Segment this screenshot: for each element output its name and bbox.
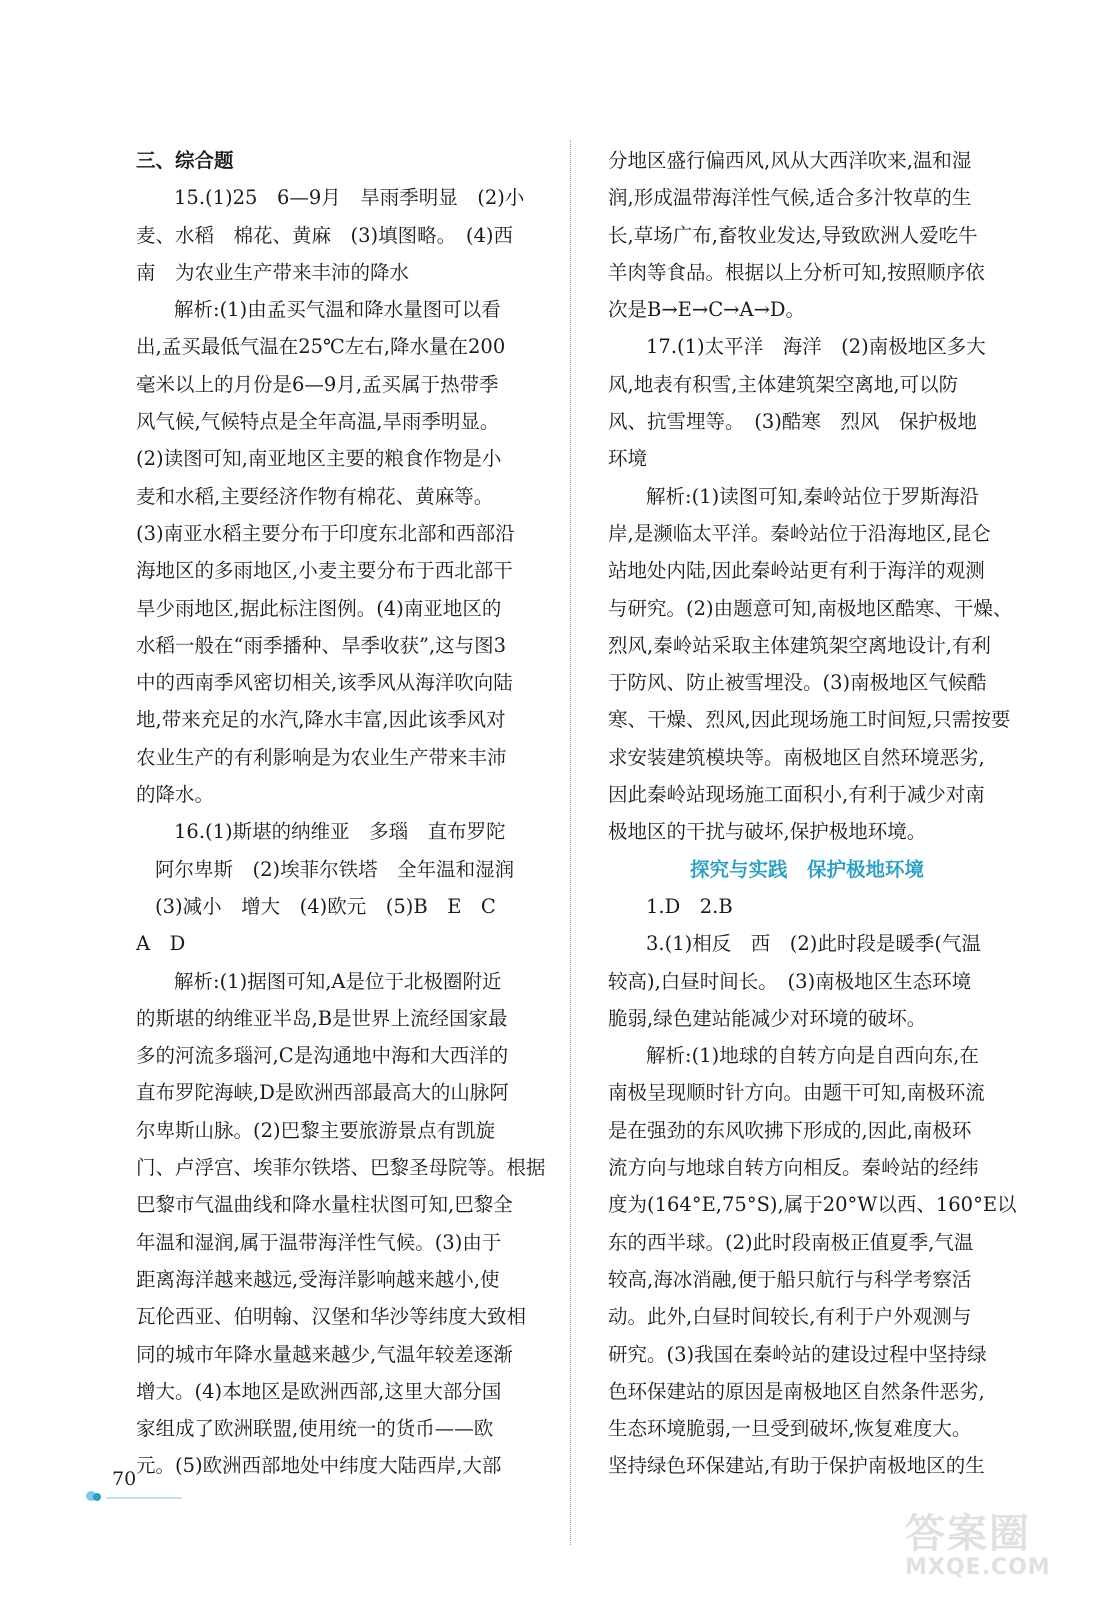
text-line: 麦、水稻 棉花、黄麻 (3)填图略。 (4)西 bbox=[136, 223, 513, 247]
text-line: 的降水。 bbox=[136, 783, 215, 807]
text-line: 麦和水稻,主要经济作物有棉花、黄麻等。 bbox=[136, 484, 494, 508]
footer-decoration bbox=[86, 1491, 182, 1503]
text-line: 巴黎市气温曲线和降水量柱状图可知,巴黎全 bbox=[136, 1193, 513, 1217]
text-line: 与研究。(2)由题意可知,南极地区酷寒、干燥、 bbox=[608, 596, 1013, 620]
text-line: 同的城市年降水量越来越少,气温年较差逐渐 bbox=[136, 1342, 513, 1366]
text-line: 门、卢浮宫、埃菲尔铁塔、巴黎圣母院等。根据 bbox=[136, 1156, 546, 1180]
text-line: (2)读图可知,南亚地区主要的粮食作物是小 bbox=[136, 447, 502, 471]
text-line: 多的河流多瑙河,C是沟通地中海和大西洋的 bbox=[136, 1044, 509, 1068]
watermark-url: MXQE.COM bbox=[905, 1555, 1051, 1580]
text-line: 旱少雨地区,据此标注图例。(4)南亚地区的 bbox=[136, 596, 502, 620]
text-line: 流方向与地球自转方向相反。秦岭站的经纬 bbox=[608, 1156, 979, 1180]
text-line: 东的西半球。(2)此时段南极正值夏季,气温 bbox=[608, 1230, 974, 1254]
text-line: 动。此外,白昼时间较长,有利于户外观测与 bbox=[608, 1305, 972, 1329]
text-line: 尔卑斯山脉。(2)巴黎主要旅游景点有凯旋 bbox=[136, 1118, 496, 1142]
text-line: (3)南亚水稻主要分布于印度东北部和西部沿 bbox=[136, 521, 515, 545]
text-line: A D bbox=[136, 932, 186, 956]
text-line: 瓦伦西亚、伯明翰、汉堡和华沙等纬度大致相 bbox=[136, 1305, 527, 1329]
text-line: 地,带来充足的水汽,降水丰富,因此该季风对 bbox=[136, 708, 506, 732]
text-line: 寒、干燥、烈风,因此现场施工时间短,只需按要 bbox=[608, 708, 1011, 732]
text-line: 16.(1)斯堪的纳维亚 多瑙 直布罗陀 bbox=[174, 820, 506, 844]
text-line: 水稻一般在“雨季播种、旱季收获”,这与图3 bbox=[136, 633, 507, 657]
text-line: 1.D 2.B bbox=[646, 894, 733, 918]
text-line: 羊肉等食品。根据以上分析可知,按照顺序依 bbox=[608, 260, 985, 284]
text-line: 解析:(1)地球的自转方向是自西向东,在 bbox=[646, 1044, 979, 1068]
text-line: 南 为农业生产带来丰沛的降水 bbox=[136, 260, 410, 284]
section-heading: 三、综合题 bbox=[136, 149, 234, 172]
text-line: 15.(1)25 6—9月 旱雨季明显 (2)小 bbox=[174, 186, 525, 210]
text-line: 求安装建筑模块等。南极地区自然环境恶劣, bbox=[608, 745, 985, 769]
left-column bbox=[136, 142, 546, 1485]
text-line: 年温和湿润,属于温带海洋性气候。(3)由于 bbox=[136, 1230, 502, 1254]
text-line: 度为(164°E,75°S),属于20°W以西、160°E以 bbox=[608, 1193, 1017, 1217]
text-line: 阿尔卑斯 (2)埃菲尔铁塔 全年温和湿润 bbox=[155, 857, 515, 881]
text-line: 解析:(1)据图可知,A是位于北极圈附近 bbox=[174, 969, 502, 993]
text-line: 生态环境脆弱,一旦受到破坏,恢复难度大。 bbox=[608, 1417, 972, 1441]
text-line: 次是B→E→C→A→D。 bbox=[608, 298, 806, 322]
text-line: 解析:(1)读图可知,秦岭站位于罗斯海沿 bbox=[646, 484, 979, 508]
text-line: 烈风,秦岭站采取主体建筑架空离地设计,有利 bbox=[608, 633, 991, 657]
text-line: 的斯堪的纳维亚半岛,B是世界上流经国家最 bbox=[136, 1006, 508, 1030]
text-line: 风、抗雪埋等。 (3)酷寒 烈风 保护极地 bbox=[608, 410, 977, 434]
text-line: 直布罗陀海峡,D是欧洲西部最高大的山脉阿 bbox=[136, 1081, 509, 1105]
text-line: 是在强劲的东风吹拂下形成的,因此,南极环 bbox=[608, 1118, 972, 1142]
text-line: 较高,海冰消融,便于船只航行与科学考察活 bbox=[608, 1267, 972, 1291]
text-line: 农业生产的有利影响是为农业生产带来丰沛 bbox=[136, 745, 507, 769]
text-line: 润,形成温带海洋性气候,适合多汁牧草的生 bbox=[608, 186, 972, 210]
text-line: 坚持绿色环保建站,有助于保护南极地区的生 bbox=[608, 1454, 985, 1478]
text-line: 元。(5)欧洲西部地处中纬度大陆西岸,大部 bbox=[136, 1454, 502, 1478]
text-line: 色环保建站的原因是南极地区自然条件恶劣, bbox=[608, 1379, 985, 1403]
page-number: 70 bbox=[112, 1468, 137, 1490]
text-line: 因此秦岭站现场施工面积小,有利于减少对南 bbox=[608, 783, 985, 807]
text-line: 长,草场广布,畜牧业发达,导致欧洲人爱吃牛 bbox=[608, 223, 978, 247]
column-divider bbox=[570, 140, 571, 1545]
text-line: 17.(1)太平洋 海洋 (2)南极地区多大 bbox=[646, 335, 986, 359]
text-line: 海地区的多雨地区,小麦主要分布于西北部干 bbox=[136, 559, 513, 583]
text-line: 解析:(1)由孟买气温和降水量图可以看 bbox=[174, 298, 501, 322]
text-line: 极地区的干扰与破坏,保护极地环境。 bbox=[608, 820, 927, 844]
watermark-logo bbox=[905, 1512, 1075, 1588]
text-line: 脆弱,绿色建站能减少对环境的破坏。 bbox=[608, 1006, 927, 1030]
text-line: (3)减小 增大 (4)欧元 (5)B E C bbox=[155, 894, 496, 918]
text-line: 环境 bbox=[608, 447, 648, 471]
text-line: 中的西南季风密切相关,该季风从海洋吹向陆 bbox=[136, 671, 513, 695]
text-line: 较高),白昼时间长。 (3)南极地区生态环境 bbox=[608, 969, 972, 993]
text-line: 研究。(3)我国在秦岭站的建设过程中坚持绿 bbox=[608, 1342, 987, 1366]
text-line: 南极呈现顺时针方向。由题干可知,南极环流 bbox=[608, 1081, 985, 1105]
text-line: 站地处内陆,因此秦岭站更有利于海洋的观测 bbox=[608, 559, 985, 583]
text-line: 3.(1)相反 西 (2)此时段是暖季(气温 bbox=[646, 932, 981, 956]
text-line: 分地区盛行偏西风,风从大西洋吹来,温和湿 bbox=[608, 149, 972, 172]
text-line: 家组成了欧洲联盟,使用统一的货币——欧 bbox=[136, 1417, 494, 1441]
right-column bbox=[608, 142, 1017, 1485]
text-line: 岸,是濒临太平洋。秦岭站位于沿海地区,昆仑 bbox=[608, 521, 991, 545]
text-line: 增大。(4)本地区是欧洲西部,这里大部分国 bbox=[136, 1379, 502, 1403]
text-line: 毫米以上的月份是6—9月,孟买属于热带季 bbox=[136, 372, 499, 396]
text-line: 出,孟买最低气温在25℃左右,降水量在200 bbox=[136, 335, 506, 359]
text-line: 风,地表有积雪,主体建筑架空离地,可以防 bbox=[608, 372, 959, 396]
text-line: 距离海洋越来越远,受海洋影响越来越小,使 bbox=[136, 1267, 500, 1291]
text-line: 于防风、防止被雪埋没。(3)南极地区气候酷 bbox=[608, 671, 987, 695]
text-line: 风气候,气候特点是全年高温,旱雨季明显。 bbox=[136, 410, 500, 434]
watermark-title: 答案圈 bbox=[905, 1511, 1031, 1557]
section-heading: 探究与实践 保护极地环境 bbox=[689, 857, 924, 881]
